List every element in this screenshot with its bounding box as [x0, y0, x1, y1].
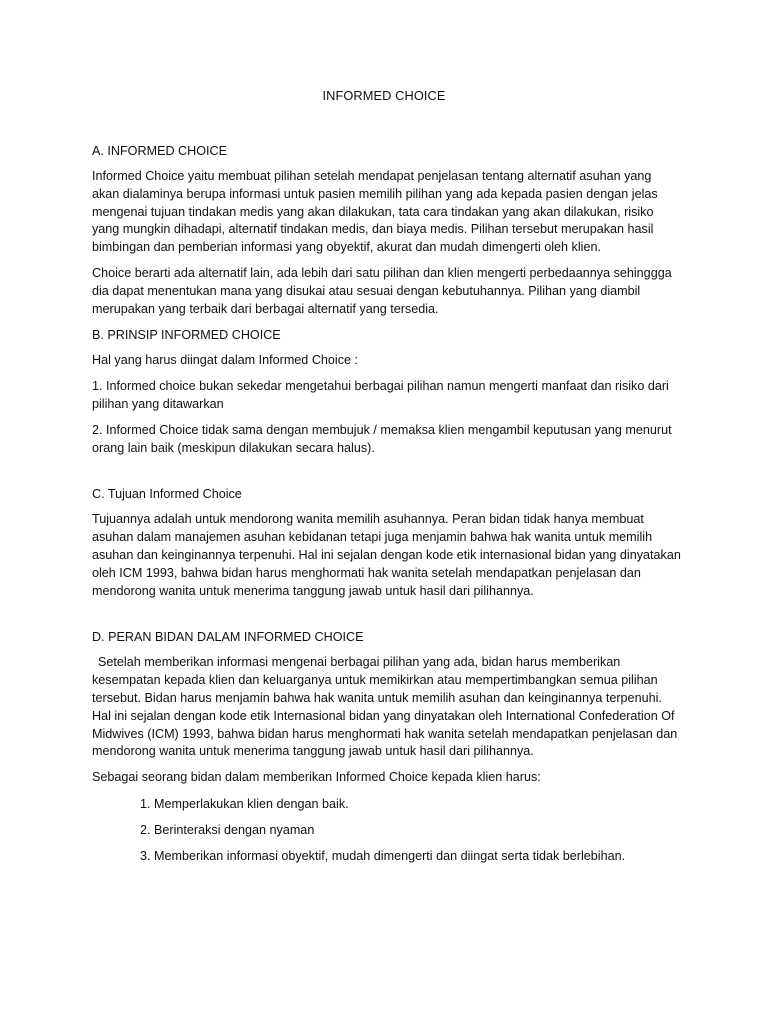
document-body: [92, 142, 682, 873]
section-d-paragraph-1: Setelah memberikan informasi mengenai berbagai pilihan yang ada, bidan harus memberikan kesempatan kepada klien dan keluarganya untuk memikirkan atau mempertimbangkan semua pilihan tersebut. Bidan harus menjamin bahwa hak wanita untuk memilih asuhan dan keinginannya terpenuhi. Hal ini sejalan dengan kode etik Internasional bidan yang dinyatakan oleh International Confederation Of Midwives (ICM) 1993, bahwa bidan harus menghormati hak wanita setelah mendapatkan penjelasan dan mendorong wanita untuk menerima tanggung jawab untuk hasil dari pilihannya.: [92, 655, 678, 759]
section-d-paragraph-2: Sebagai seorang bidan dalam memberikan Informed Choice kepada klien harus:: [92, 770, 541, 785]
document-title: INFORMED CHOICE: [322, 88, 446, 103]
section-a-heading: A. INFORMED CHOICE: [92, 144, 228, 158]
section-b-heading: B. PRINSIP INFORMED CHOICE: [92, 328, 281, 343]
section-d-heading: D. PERAN BIDAN DALAM INFORMED CHOICE: [92, 630, 364, 645]
section-a-paragraph-1: Informed Choice yaitu membuat pilihan setelah mendapat penjelasan tentang alternatif asuhan yang akan dialaminya berupa informasi untuk pasien memilih pilihan yang ada kepada pasien dengan jelas mengenai tujuan tindakan medis yang akan dilakukan, tata cara tindakan yang akan dilakukan, risiko yang mungkin dihadapi, alternatif tindakan medis, dan biaya medis. Pilihan tersebut merupakan hasil bimbingan dan pemberian informasi yang obyektif, akurat dan mudah dimengerti oleh klien.: [92, 169, 658, 255]
section-c-paragraph-1: Tujuannya adalah untuk mendorong wanita memilih asuhannya. Peran bidan tidak hanya membuat asuhan dalam manajemen asuhan kebidanan tetapi juga menjamin bahwa hak wanita untuk memilih asuhan dan keinginannya terpenuhi. Hal ini sejalan dengan kode etik internasional bidan yang dinyatakan oleh ICM 1993, bahwa bidan harus menghormati hak wanita setelah mendapatkan penjelasan dan mendorong wanita untuk menerima tanggung jawab untuk hasil dari pilihannya.: [92, 512, 681, 598]
section-d-list-item-1: 1. Memperlakukan klien dengan baik.: [140, 796, 349, 811]
section-b-intro: Hal yang harus diingat dalam Informed Choice :: [92, 353, 359, 368]
section-c-heading: C. Tujuan Informed Choice: [92, 487, 242, 502]
section-b-item-1: 1. Informed choice bukan sekedar mengetahui berbagai pilihan namun mengerti manfaat dan risiko dari pilihan yang ditawarkan: [92, 379, 669, 411]
section-d-list-item-3: 3. Memberikan informasi obyektif, mudah dimengerti dan diingat serta tidak berlebihan.: [140, 848, 626, 863]
section-a-paragraph-2: Choice berarti ada alternatif lain, ada lebih dari satu pilihan dan klien mengerti perbedaannya sehinggga dia dapat menentukan mana yang disukai atau sesuai dengan kebutuhannya. Pilihan yang diambil merupakan yang terbaik dari berbagai alternatif yang tersedia.: [92, 265, 672, 316]
section-d-list-item-2: 2. Berinteraksi dengan nyaman: [140, 822, 315, 837]
section-b-item-2: 2. Informed Choice tidak sama dengan membujuk / memaksa klien mengambil keputusan yang menurut orang lain baik (meskipun dilakukan secara halus).: [92, 422, 672, 455]
